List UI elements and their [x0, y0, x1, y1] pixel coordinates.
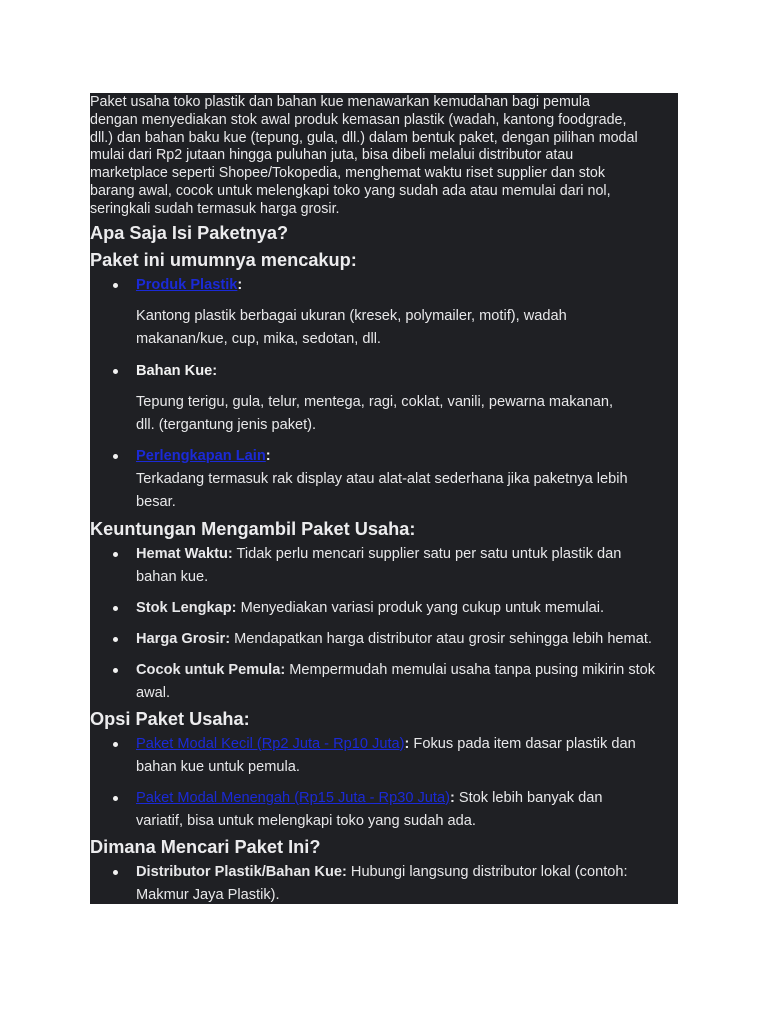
list-item-cocok-pemula [90, 659, 678, 706]
link-paket-modal-menengah[interactable]: Paket Modal Menengah (Rp15 Juta - Rp30 Juta) [136, 789, 450, 806]
description-line: besar. [136, 493, 176, 510]
intro-line: dll.) dan bahan baku kue (tepung, gula, dll.) dalam bentuk paket, dengan pilihan modal [90, 129, 638, 146]
item-text: Tidak perlu mencari supplier satu per satu untuk plastik dan [232, 545, 622, 562]
heading-dimana-mencari: Dimana Mencari Paket Ini? [90, 836, 321, 857]
item-text: Menyediakan variasi produk yang cukup untuk memulai. [236, 599, 605, 616]
intro-line: seringkali sudah termasuk harga grosir. [90, 200, 340, 217]
label-colon: : [237, 276, 243, 293]
list-item-harga-grosir [90, 628, 678, 659]
list-item-perlengkapan-lain [90, 445, 678, 516]
item-description [136, 468, 678, 514]
item-text-continued: bahan kue. [136, 569, 209, 586]
intro-line: barang awal, cocok untuk melengkapi toko yang sudah ada atau memulai dari nol, [90, 182, 611, 199]
link-perlengkapan-lain[interactable]: Perlengkapan Lain [136, 447, 266, 464]
label-distributor: Distributor Plastik/Bahan Kue: [136, 863, 347, 880]
dimana-list [90, 861, 678, 904]
description-line: dll. (tergantung jenis paket). [136, 416, 317, 433]
label-harga-grosir: Harga Grosir: [136, 630, 231, 647]
item-description [136, 391, 678, 437]
intro-line: Paket usaha toko plastik dan bahan kue menawarkan kemudahan bagi pemula [90, 94, 590, 110]
list-item-paket-modal-menengah [90, 787, 678, 834]
link-produk-plastik[interactable]: Produk Plastik [136, 276, 238, 293]
label-colon: : [265, 447, 271, 464]
item-text: Mempermudah memulai usaha tanpa pusing mikirin stok [285, 661, 656, 678]
item-text: Stok lebih banyak dan [454, 789, 603, 806]
link-paket-modal-kecil[interactable]: Paket Modal Kecil (Rp2 Juta - Rp10 Juta) [136, 735, 405, 752]
heading-keuntungan: Keuntungan Mengambil Paket Usaha: [90, 518, 416, 539]
isi-paket-list [90, 274, 678, 516]
intro-line: dengan menyediakan stok awal produk kemasan plastik (wadah, kantong foodgrade, [90, 111, 627, 128]
label-cocok-pemula: Cocok untuk Pemula: [136, 661, 286, 678]
item-text-continued: Makmur Jaya Plastik). [136, 887, 280, 904]
list-item-stok-lengkap [90, 597, 678, 628]
heading-opsi-paket: Opsi Paket Usaha: [90, 708, 250, 729]
heading-isi-paket: Apa Saja Isi Paketnya? [90, 222, 289, 243]
item-text-continued: awal. [136, 685, 171, 702]
item-description [136, 305, 678, 351]
intro-paragraph [90, 93, 678, 219]
intro-line: mulai dari Rp2 jutaan hingga puluhan juta, bisa dibeli melalui distributor atau [90, 147, 574, 164]
list-item-distributor [90, 861, 678, 904]
list-item-paket-modal-kecil [90, 733, 678, 787]
label-colon: : [404, 735, 410, 752]
item-text: Fokus pada item dasar plastik dan [409, 735, 636, 752]
opsi-paket-list [90, 733, 678, 834]
item-text-continued: variatif, bisa untuk melengkapi toko yang sudah ada. [136, 813, 476, 830]
subheading-paket-mencakup: Paket ini umumnya mencakup: [90, 249, 357, 270]
label-bahan-kue: Bahan Kue: [136, 362, 218, 379]
intro-line: marketplace seperti Shopee/Tokopedia, menghemat waktu riset supplier dan stok [90, 165, 605, 182]
label-stok-lengkap: Stok Lengkap: [136, 599, 237, 616]
description-line: Terkadang termasuk rak display atau alat-alat sederhana jika paketnya lebih [136, 470, 628, 487]
description-line: Tepung terigu, gula, telur, mentega, ragi, coklat, vanili, pewarna makanan, [136, 393, 614, 410]
list-item-produk-plastik [90, 274, 678, 360]
item-text-continued: bahan kue untuk pemula. [136, 759, 300, 776]
label-colon: : [449, 789, 455, 806]
label-hemat-waktu: Hemat Waktu: [136, 545, 233, 562]
item-text: Hubungi langsung distributor lokal (contoh: [346, 863, 628, 880]
list-item-bahan-kue [90, 360, 678, 445]
description-line: makanan/kue, cup, mika, sedotan, dll. [136, 330, 381, 347]
list-item-hemat-waktu [90, 543, 678, 597]
item-text: Mendapatkan harga distributor atau grosir sehingga lebih hemat. [230, 630, 652, 647]
description-line: Kantong plastik berbagai ukuran (kresek, polymailer, motif), wadah [136, 307, 567, 324]
document-page [90, 93, 678, 904]
keuntungan-list [90, 543, 678, 706]
